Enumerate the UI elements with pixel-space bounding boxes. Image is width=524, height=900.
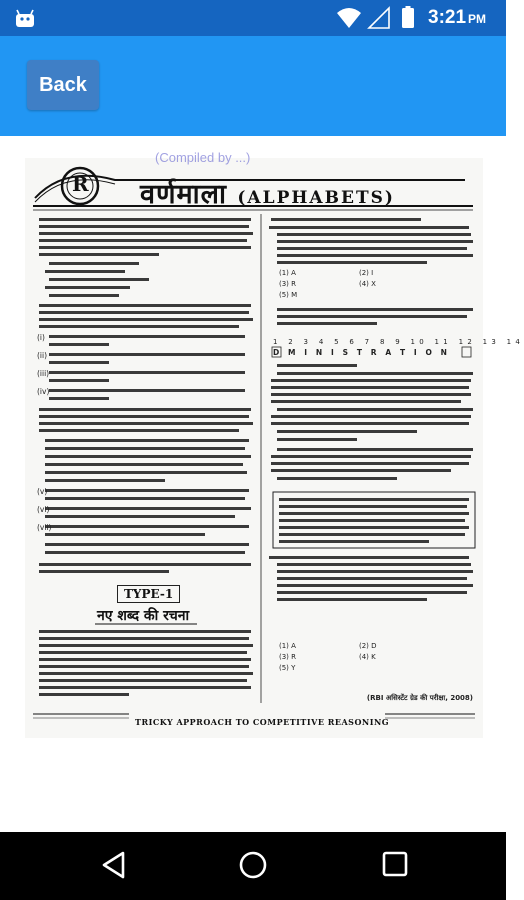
status-bar (0, 0, 506, 36)
source-note: (RBI असिस्टेंट ग्रेड की परीक्षा, 2008) (366, 694, 473, 702)
list-marker: (i) (37, 333, 45, 342)
wifi-icon (336, 7, 362, 29)
letters-row: D M I N I S T R A T I O N (273, 348, 451, 357)
app-bar (0, 36, 506, 136)
android-icon (14, 8, 36, 28)
numbers-row: 1 2 3 4 5 6 7 8 9 10 11 12 13 14 (273, 338, 524, 346)
content-area (0, 136, 524, 832)
option: (5) Y (279, 664, 296, 672)
section-title: नए शब्द की रचना (97, 608, 190, 624)
navigation-bar (0, 832, 506, 900)
option: (4) K (359, 653, 376, 661)
type-label: TYPE-1 (117, 585, 180, 603)
list-marker: (vi) (37, 505, 50, 514)
page-scan-drawing (25, 158, 483, 738)
option: (2) D (359, 642, 377, 650)
option: (5) M (279, 291, 298, 299)
list-marker: (iv) (37, 387, 50, 396)
home-nav-icon[interactable] (238, 850, 268, 880)
recents-nav-icon[interactable] (381, 850, 409, 878)
scanned-book-page[interactable] (25, 150, 524, 738)
list-marker: (iii) (37, 369, 50, 378)
list-marker: (vii) (37, 523, 52, 532)
footer-text: TRICKY APPROACH TO COMPETITIVE REASONING (135, 717, 390, 727)
option: (1) A (279, 642, 296, 650)
option: (2) I (359, 269, 374, 277)
battery-icon (402, 6, 414, 28)
option: (1) A (279, 269, 296, 277)
option: (3) R (279, 653, 297, 661)
option: (3) R (279, 280, 297, 288)
logo-letter: R (72, 172, 89, 196)
back-nav-icon[interactable] (100, 850, 126, 880)
list-marker: (ii) (37, 351, 48, 360)
list-marker: (v) (37, 487, 48, 496)
back-button[interactable]: Back (27, 60, 99, 110)
signal-icon (368, 7, 390, 29)
chapter-title: वर्णमाला (ALPHABETS) (140, 179, 395, 210)
clock: 3:21 PM (428, 7, 487, 28)
option: (4) X (359, 280, 376, 288)
watermark-text: (Compiled by ...) (155, 150, 251, 165)
